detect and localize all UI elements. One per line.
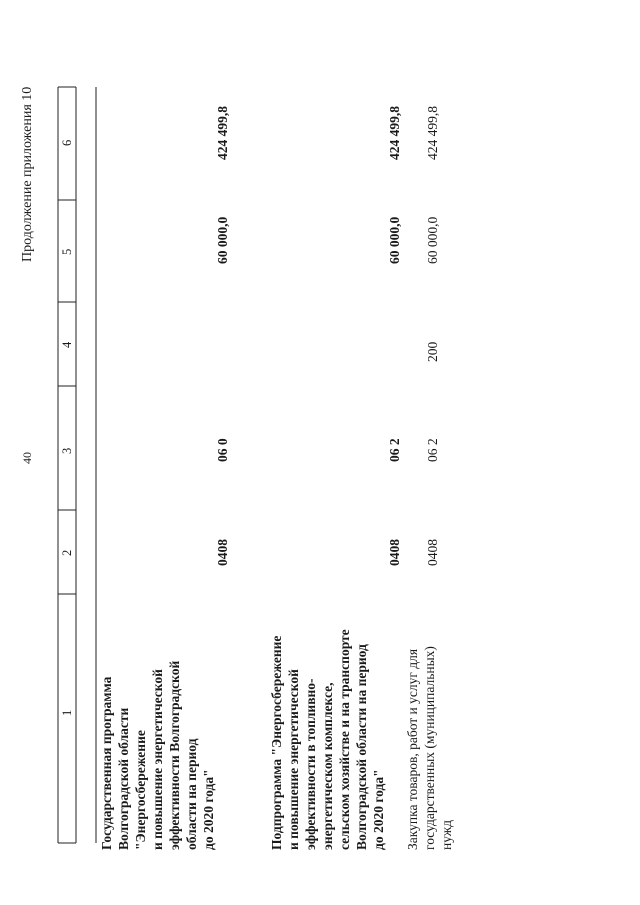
column-header-4: 4	[60, 341, 74, 348]
column-header-6: 6	[60, 139, 74, 146]
column-header-3: 3	[60, 447, 74, 454]
row-expense-type: 200	[425, 341, 440, 362]
row-amount-1: 60 000,0	[387, 216, 402, 264]
row-code: 0408	[425, 539, 440, 566]
row-code: 0408	[215, 539, 230, 566]
row-target: 06 2	[387, 438, 402, 462]
table-row-name: Подпрограмма "Энергосбережение и повышение энергетической эффективности в топливно- энергетическом комплексе, сельском хозяйстве и на транспорте Волгоградской области на период до 2020 года"	[269, 629, 386, 850]
row-amount-2: 424 499,8	[387, 106, 402, 160]
column-header-5: 5	[60, 248, 74, 255]
page-number: 40	[20, 452, 34, 464]
table-row-name: Закупка товаров, работ и услуг для государственных (муниципальных) нужд	[405, 646, 454, 850]
column-header-2: 2	[60, 549, 74, 556]
continuation-note: Продолжение приложения 10	[20, 86, 35, 262]
row-amount-2: 424 499,8	[215, 106, 230, 160]
row-target: 06 0	[215, 438, 230, 462]
row-amount-1: 60 000,0	[215, 216, 230, 264]
row-code: 0408	[387, 539, 402, 566]
column-header-1: 1	[60, 709, 74, 716]
table-row-name: Государственная программа Волгоградской области "Энергосбережение и повышение энергетической эффективности Волгоградской области на период до 2020 года"	[99, 660, 216, 850]
row-amount-1: 60 000,0	[425, 216, 440, 264]
row-target: 06 2	[425, 438, 440, 462]
row-amount-2: 424 499,8	[425, 106, 440, 160]
